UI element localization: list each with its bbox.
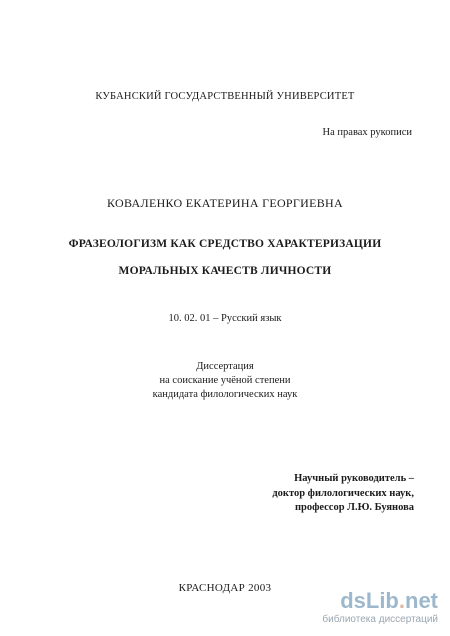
dissertation-line: кандидата филологических наук [152, 389, 298, 400]
advisor-line: доктор филологических наук, [272, 487, 414, 499]
thesis-title-line-2: МОРАЛЬНЫХ КАЧЕСТВ ЛИЧНОСТИ [118, 265, 332, 277]
dissertation-line: Диссертация [196, 361, 254, 372]
scientific-advisor-block [272, 472, 414, 516]
dissertation-degree-block [0, 360, 450, 402]
watermark [318, 590, 438, 625]
dissertation-line: на соискание учёной степени [159, 375, 291, 386]
university-name: КУБАНСКИЙ ГОСУДАРСТВЕННЫЙ УНИВЕРСИТЕТ [95, 91, 355, 102]
dslib-logo: dsLib.net [340, 588, 438, 613]
advisor-line: Научный руководитель – [294, 473, 414, 484]
watermark-subtitle: библиотека диссертаций [322, 614, 438, 625]
specialty-code: 10. 02. 01 – Русский язык [168, 313, 282, 324]
thesis-title-line-1: ФРАЗЕОЛОГИЗМ КАК СРЕДСТВО ХАРАКТЕРИЗАЦИИ [68, 238, 382, 250]
city-year: КРАСНОДАР 2003 [178, 582, 272, 594]
author-name: КОВАЛЕНКО ЕКАТЕРИНА ГЕОРГИЕВНА [107, 196, 343, 210]
manuscript-rights-note: На правах рукописи [322, 127, 412, 138]
advisor-line: профессор Л.Ю. Буянова [294, 502, 414, 513]
